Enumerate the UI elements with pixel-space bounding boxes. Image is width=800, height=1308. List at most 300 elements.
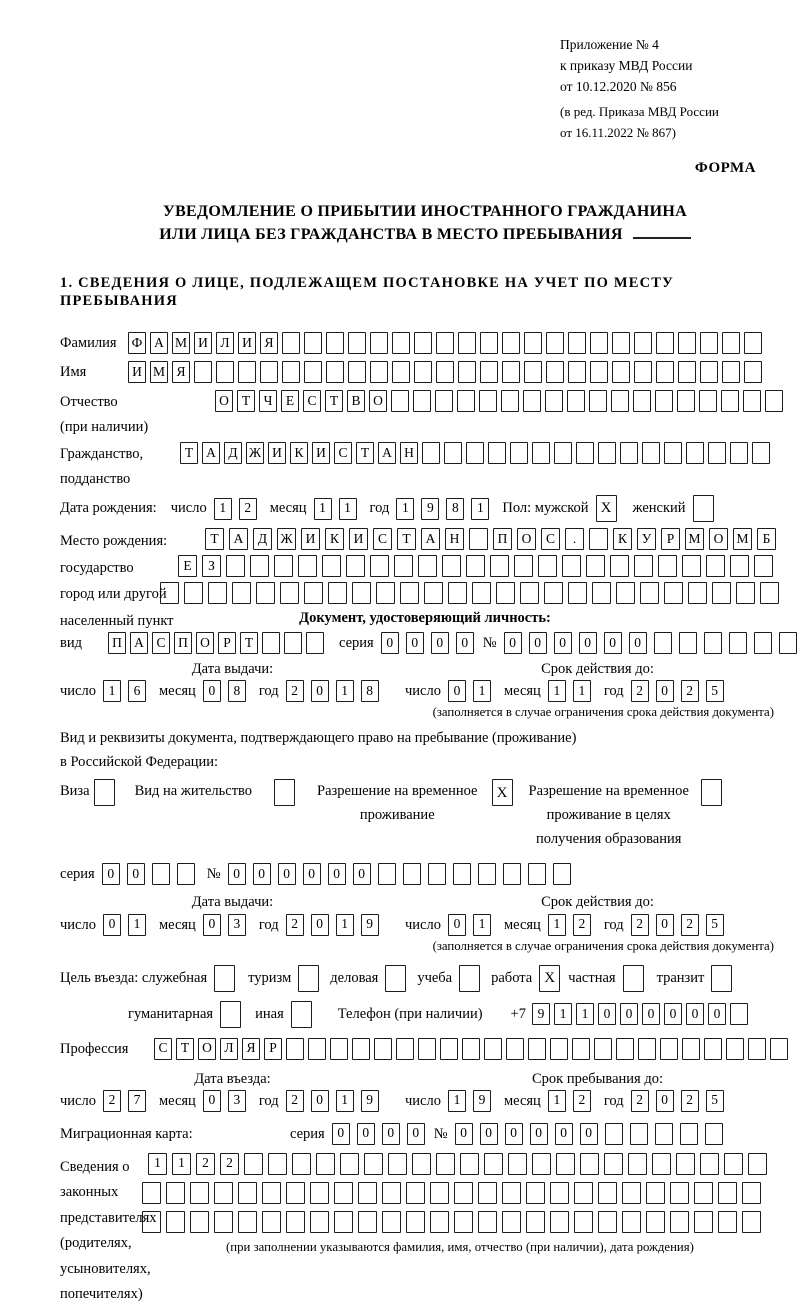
char-box[interactable]: 0: [642, 1003, 660, 1025]
char-box[interactable]: 0: [303, 863, 321, 885]
char-box[interactable]: [382, 1182, 401, 1204]
char-box[interactable]: [453, 863, 471, 885]
char-box[interactable]: [190, 1182, 209, 1204]
char-box[interactable]: [742, 1182, 761, 1204]
char-box[interactable]: С: [541, 528, 560, 550]
char-box[interactable]: [616, 1038, 634, 1060]
char-box[interactable]: 2: [681, 680, 699, 702]
char-box[interactable]: [658, 555, 677, 577]
char-box[interactable]: [528, 863, 546, 885]
char-box[interactable]: [546, 332, 564, 354]
char-box[interactable]: Т: [356, 442, 374, 464]
char-box[interactable]: [226, 555, 245, 577]
char-box[interactable]: [567, 390, 585, 412]
char-box[interactable]: [679, 632, 697, 654]
char-box[interactable]: [694, 1211, 713, 1233]
char-box[interactable]: [574, 1182, 593, 1204]
char-box[interactable]: [612, 332, 630, 354]
char-box[interactable]: [590, 361, 608, 383]
char-box[interactable]: [705, 1123, 723, 1145]
char-box[interactable]: [638, 1038, 656, 1060]
char-box[interactable]: [260, 361, 278, 383]
sex-female-checkbox[interactable]: [693, 495, 714, 522]
char-box[interactable]: [388, 1153, 407, 1175]
char-box[interactable]: [634, 555, 653, 577]
char-box[interactable]: [598, 442, 616, 464]
char-box[interactable]: [589, 390, 607, 412]
char-box[interactable]: П: [493, 528, 512, 550]
char-box[interactable]: 9: [361, 914, 379, 936]
char-box[interactable]: [598, 1182, 617, 1204]
char-box[interactable]: [752, 442, 770, 464]
char-box[interactable]: 0: [656, 680, 674, 702]
char-box[interactable]: О: [369, 390, 387, 412]
char-box[interactable]: [413, 390, 431, 412]
char-box[interactable]: [616, 582, 635, 604]
char-box[interactable]: 1: [128, 914, 146, 936]
char-box[interactable]: 0: [203, 914, 221, 936]
char-box[interactable]: [550, 1038, 568, 1060]
char-box[interactable]: С: [152, 632, 170, 654]
char-box[interactable]: 0: [406, 632, 424, 654]
char-box[interactable]: [400, 582, 419, 604]
char-box[interactable]: 8: [228, 680, 246, 702]
char-box[interactable]: [730, 442, 748, 464]
char-box[interactable]: 0: [686, 1003, 704, 1025]
char-box[interactable]: 2: [239, 498, 257, 520]
char-box[interactable]: 5: [706, 1090, 724, 1112]
char-box[interactable]: [298, 555, 317, 577]
char-box[interactable]: 0: [127, 863, 145, 885]
char-box[interactable]: [214, 1182, 233, 1204]
char-box[interactable]: [216, 361, 234, 383]
char-box[interactable]: Р: [661, 528, 680, 550]
char-box[interactable]: 1: [554, 1003, 572, 1025]
char-box[interactable]: 0: [656, 1090, 674, 1112]
char-box[interactable]: [634, 332, 652, 354]
official-checkbox[interactable]: [214, 965, 235, 992]
char-box[interactable]: [326, 332, 344, 354]
char-box[interactable]: [700, 1153, 719, 1175]
char-box[interactable]: [480, 361, 498, 383]
char-box[interactable]: Д: [253, 528, 272, 550]
char-box[interactable]: [718, 1211, 737, 1233]
char-box[interactable]: [490, 555, 509, 577]
char-box[interactable]: А: [421, 528, 440, 550]
char-box[interactable]: [184, 582, 203, 604]
char-box[interactable]: 3: [228, 1090, 246, 1112]
char-box[interactable]: [765, 390, 783, 412]
char-box[interactable]: [550, 1211, 569, 1233]
char-box[interactable]: [430, 1182, 449, 1204]
char-box[interactable]: М: [150, 361, 168, 383]
char-box[interactable]: [722, 361, 740, 383]
char-box[interactable]: И: [301, 528, 320, 550]
char-box[interactable]: [194, 361, 212, 383]
char-box[interactable]: 0: [382, 1123, 400, 1145]
char-box[interactable]: [646, 1211, 665, 1233]
char-box[interactable]: 0: [620, 1003, 638, 1025]
char-box[interactable]: Р: [218, 632, 236, 654]
char-box[interactable]: [250, 555, 269, 577]
char-box[interactable]: [568, 361, 586, 383]
char-box[interactable]: 1: [548, 914, 566, 936]
char-box[interactable]: К: [613, 528, 632, 550]
char-box[interactable]: [394, 555, 413, 577]
char-box[interactable]: [358, 1211, 377, 1233]
char-box[interactable]: [718, 1182, 737, 1204]
char-box[interactable]: Т: [176, 1038, 194, 1060]
work-checkbox[interactable]: X: [539, 965, 560, 992]
char-box[interactable]: [304, 361, 322, 383]
char-box[interactable]: А: [378, 442, 396, 464]
char-box[interactable]: 0: [203, 680, 221, 702]
char-box[interactable]: [700, 361, 718, 383]
char-box[interactable]: 1: [336, 680, 354, 702]
char-box[interactable]: [586, 555, 605, 577]
char-box[interactable]: Л: [216, 332, 234, 354]
char-box[interactable]: И: [194, 332, 212, 354]
char-box[interactable]: [744, 332, 762, 354]
char-box[interactable]: [594, 1038, 612, 1060]
char-box[interactable]: [152, 863, 170, 885]
char-box[interactable]: [721, 390, 739, 412]
char-box[interactable]: 1: [471, 498, 489, 520]
char-box[interactable]: С: [334, 442, 352, 464]
char-box[interactable]: [532, 1153, 551, 1175]
char-box[interactable]: [748, 1153, 767, 1175]
char-box[interactable]: 1: [473, 680, 491, 702]
transit-checkbox[interactable]: [711, 965, 732, 992]
char-box[interactable]: А: [130, 632, 148, 654]
char-box[interactable]: 0: [664, 1003, 682, 1025]
char-box[interactable]: [550, 1182, 569, 1204]
char-box[interactable]: [664, 442, 682, 464]
char-box[interactable]: [580, 1153, 599, 1175]
char-box[interactable]: [286, 1182, 305, 1204]
char-box[interactable]: [435, 390, 453, 412]
char-box[interactable]: [506, 1038, 524, 1060]
char-box[interactable]: [524, 361, 542, 383]
char-box[interactable]: 0: [253, 863, 271, 885]
char-box[interactable]: [520, 582, 539, 604]
char-box[interactable]: 0: [604, 632, 622, 654]
char-box[interactable]: 8: [446, 498, 464, 520]
char-box[interactable]: [418, 1038, 436, 1060]
char-box[interactable]: К: [290, 442, 308, 464]
char-box[interactable]: 1: [396, 498, 414, 520]
char-box[interactable]: [678, 361, 696, 383]
char-box[interactable]: 1: [473, 914, 491, 936]
char-box[interactable]: 0: [708, 1003, 726, 1025]
char-box[interactable]: [322, 555, 341, 577]
private-checkbox[interactable]: [623, 965, 644, 992]
char-box[interactable]: [510, 442, 528, 464]
char-box[interactable]: Л: [220, 1038, 238, 1060]
char-box[interactable]: 2: [103, 1090, 121, 1112]
char-box[interactable]: [605, 1123, 623, 1145]
char-box[interactable]: 2: [573, 1090, 591, 1112]
char-box[interactable]: 5: [706, 914, 724, 936]
char-box[interactable]: 0: [407, 1123, 425, 1145]
char-box[interactable]: [166, 1211, 185, 1233]
char-box[interactable]: [682, 555, 701, 577]
char-box[interactable]: 0: [554, 632, 572, 654]
char-box[interactable]: [670, 1182, 689, 1204]
char-box[interactable]: [664, 582, 683, 604]
char-box[interactable]: [503, 863, 521, 885]
char-box[interactable]: [622, 1182, 641, 1204]
char-box[interactable]: 1: [172, 1153, 191, 1175]
char-box[interactable]: Б: [757, 528, 776, 550]
char-box[interactable]: [310, 1211, 329, 1233]
char-box[interactable]: [610, 555, 629, 577]
char-box[interactable]: [478, 1182, 497, 1204]
char-box[interactable]: [274, 555, 293, 577]
char-box[interactable]: М: [733, 528, 752, 550]
char-box[interactable]: 0: [328, 863, 346, 885]
char-box[interactable]: [676, 1153, 695, 1175]
char-box[interactable]: [436, 361, 454, 383]
char-box[interactable]: [469, 528, 488, 550]
char-box[interactable]: А: [229, 528, 248, 550]
char-box[interactable]: И: [128, 361, 146, 383]
humanitarian-checkbox[interactable]: [220, 1001, 241, 1028]
business-checkbox[interactable]: [385, 965, 406, 992]
char-box[interactable]: [640, 582, 659, 604]
char-box[interactable]: [704, 1038, 722, 1060]
char-box[interactable]: Н: [400, 442, 418, 464]
char-box[interactable]: [346, 555, 365, 577]
char-box[interactable]: 0: [102, 863, 120, 885]
char-box[interactable]: [630, 1123, 648, 1145]
char-box[interactable]: .: [565, 528, 584, 550]
char-box[interactable]: [292, 1153, 311, 1175]
char-box[interactable]: [754, 632, 772, 654]
char-box[interactable]: [479, 390, 497, 412]
char-box[interactable]: 0: [278, 863, 296, 885]
char-box[interactable]: 0: [431, 632, 449, 654]
char-box[interactable]: [392, 361, 410, 383]
sex-male-checkbox[interactable]: X: [596, 495, 617, 522]
char-box[interactable]: [700, 332, 718, 354]
char-box[interactable]: [652, 1153, 671, 1175]
char-box[interactable]: [655, 390, 673, 412]
char-box[interactable]: Т: [237, 390, 255, 412]
char-box[interactable]: [308, 1038, 326, 1060]
char-box[interactable]: Т: [397, 528, 416, 550]
char-box[interactable]: [428, 863, 446, 885]
char-box[interactable]: [574, 1211, 593, 1233]
char-box[interactable]: [726, 1038, 744, 1060]
char-box[interactable]: [502, 1211, 521, 1233]
char-box[interactable]: [244, 1153, 263, 1175]
char-box[interactable]: [677, 390, 695, 412]
char-box[interactable]: З: [202, 555, 221, 577]
residence-permit-checkbox[interactable]: [274, 779, 295, 806]
char-box[interactable]: 2: [286, 680, 304, 702]
char-box[interactable]: 1: [576, 1003, 594, 1025]
char-box[interactable]: 0: [448, 680, 466, 702]
char-box[interactable]: 0: [103, 914, 121, 936]
char-box[interactable]: Т: [240, 632, 258, 654]
char-box[interactable]: [442, 555, 461, 577]
char-box[interactable]: 0: [598, 1003, 616, 1025]
char-box[interactable]: [364, 1153, 383, 1175]
char-box[interactable]: [436, 1153, 455, 1175]
char-box[interactable]: [424, 582, 443, 604]
char-box[interactable]: Ф: [128, 332, 146, 354]
char-box[interactable]: [418, 555, 437, 577]
char-box[interactable]: [744, 361, 762, 383]
char-box[interactable]: [642, 442, 660, 464]
char-box[interactable]: [660, 1038, 678, 1060]
char-box[interactable]: [340, 1153, 359, 1175]
char-box[interactable]: [526, 1211, 545, 1233]
char-box[interactable]: [177, 863, 195, 885]
char-box[interactable]: [334, 1182, 353, 1204]
char-box[interactable]: 0: [504, 632, 522, 654]
char-box[interactable]: [316, 1153, 335, 1175]
char-box[interactable]: 2: [631, 1090, 649, 1112]
char-box[interactable]: 3: [228, 914, 246, 936]
char-box[interactable]: 0: [381, 632, 399, 654]
char-box[interactable]: [391, 390, 409, 412]
char-box[interactable]: 2: [286, 1090, 304, 1112]
char-box[interactable]: [722, 332, 740, 354]
study-checkbox[interactable]: [459, 965, 480, 992]
char-box[interactable]: [232, 582, 251, 604]
char-box[interactable]: [462, 1038, 480, 1060]
char-box[interactable]: [496, 582, 515, 604]
char-box[interactable]: 2: [220, 1153, 239, 1175]
char-box[interactable]: [444, 442, 462, 464]
char-box[interactable]: [458, 361, 476, 383]
char-box[interactable]: [334, 1211, 353, 1233]
char-box[interactable]: 0: [656, 914, 674, 936]
char-box[interactable]: О: [709, 528, 728, 550]
char-box[interactable]: [646, 1182, 665, 1204]
char-box[interactable]: 1: [573, 680, 591, 702]
char-box[interactable]: А: [202, 442, 220, 464]
char-box[interactable]: [538, 555, 557, 577]
visa-checkbox[interactable]: [94, 779, 115, 806]
char-box[interactable]: [190, 1211, 209, 1233]
char-box[interactable]: [352, 582, 371, 604]
char-box[interactable]: А: [150, 332, 168, 354]
char-box[interactable]: П: [174, 632, 192, 654]
char-box[interactable]: 1: [314, 498, 332, 520]
char-box[interactable]: [576, 442, 594, 464]
char-box[interactable]: 2: [196, 1153, 215, 1175]
char-box[interactable]: [370, 555, 389, 577]
char-box[interactable]: [760, 582, 779, 604]
char-box[interactable]: [554, 442, 572, 464]
char-box[interactable]: [654, 632, 672, 654]
char-box[interactable]: У: [637, 528, 656, 550]
char-box[interactable]: [484, 1153, 503, 1175]
char-box[interactable]: И: [349, 528, 368, 550]
char-box[interactable]: [562, 555, 581, 577]
char-box[interactable]: [370, 332, 388, 354]
char-box[interactable]: 1: [448, 1090, 466, 1112]
char-box[interactable]: [370, 361, 388, 383]
char-box[interactable]: [612, 361, 630, 383]
char-box[interactable]: [238, 361, 256, 383]
char-box[interactable]: [568, 332, 586, 354]
char-box[interactable]: 0: [629, 632, 647, 654]
char-box[interactable]: [376, 582, 395, 604]
char-box[interactable]: [502, 1182, 521, 1204]
char-box[interactable]: [436, 332, 454, 354]
char-box[interactable]: [348, 361, 366, 383]
char-box[interactable]: Н: [445, 528, 464, 550]
char-box[interactable]: 9: [361, 1090, 379, 1112]
char-box[interactable]: [694, 1182, 713, 1204]
char-box[interactable]: 1: [336, 914, 354, 936]
char-box[interactable]: 9: [473, 1090, 491, 1112]
char-box[interactable]: [457, 390, 475, 412]
char-box[interactable]: [454, 1182, 473, 1204]
char-box[interactable]: 9: [532, 1003, 550, 1025]
char-box[interactable]: И: [238, 332, 256, 354]
char-box[interactable]: М: [685, 528, 704, 550]
char-box[interactable]: [634, 361, 652, 383]
char-box[interactable]: [686, 442, 704, 464]
char-box[interactable]: [656, 361, 674, 383]
char-box[interactable]: [754, 555, 773, 577]
char-box[interactable]: [743, 390, 761, 412]
char-box[interactable]: [508, 1153, 527, 1175]
char-box[interactable]: 0: [455, 1123, 473, 1145]
char-box[interactable]: 0: [311, 680, 329, 702]
char-box[interactable]: [514, 555, 533, 577]
char-box[interactable]: О: [517, 528, 536, 550]
char-box[interactable]: [412, 1153, 431, 1175]
char-box[interactable]: [414, 361, 432, 383]
char-box[interactable]: [330, 1038, 348, 1060]
char-box[interactable]: 0: [353, 863, 371, 885]
char-box[interactable]: [699, 390, 717, 412]
char-box[interactable]: [708, 442, 726, 464]
char-box[interactable]: [466, 555, 485, 577]
char-box[interactable]: [556, 1153, 575, 1175]
char-box[interactable]: [422, 442, 440, 464]
char-box[interactable]: 0: [203, 1090, 221, 1112]
char-box[interactable]: [502, 332, 520, 354]
char-box[interactable]: 0: [530, 1123, 548, 1145]
char-box[interactable]: [546, 361, 564, 383]
char-box[interactable]: О: [198, 1038, 216, 1060]
char-box[interactable]: [678, 332, 696, 354]
char-box[interactable]: 0: [311, 1090, 329, 1112]
char-box[interactable]: К: [325, 528, 344, 550]
char-box[interactable]: [352, 1038, 370, 1060]
char-box[interactable]: С: [154, 1038, 172, 1060]
char-box[interactable]: 1: [148, 1153, 167, 1175]
char-box[interactable]: [611, 390, 629, 412]
char-box[interactable]: [466, 442, 484, 464]
char-box[interactable]: 0: [332, 1123, 350, 1145]
char-box[interactable]: [730, 555, 749, 577]
char-box[interactable]: 0: [311, 914, 329, 936]
char-box[interactable]: [656, 332, 674, 354]
char-box[interactable]: Ж: [277, 528, 296, 550]
char-box[interactable]: [704, 632, 722, 654]
char-box[interactable]: [214, 1211, 233, 1233]
char-box[interactable]: 0: [580, 1123, 598, 1145]
char-box[interactable]: П: [108, 632, 126, 654]
